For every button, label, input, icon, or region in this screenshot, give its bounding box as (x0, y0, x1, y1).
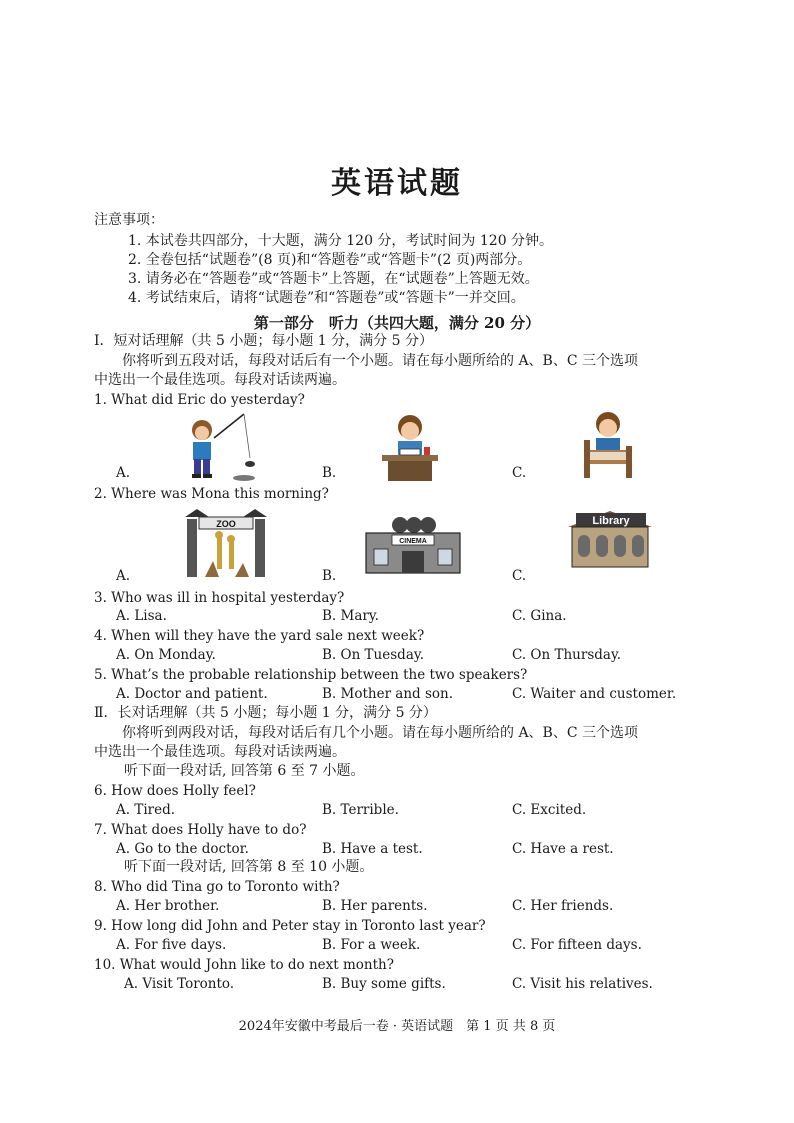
section1-instruction: 你将听到五段对话，每段对话后有一个小题。请在每小题所给的 A、B、C 三个选项 (122, 353, 639, 369)
option-c: C. Excited. (512, 802, 587, 818)
note-item: 1. 本试卷共四部分，十大题，满分 120 分，考试时间为 120 分钟。 (128, 233, 554, 249)
cinema-sign-label: CINEMA (399, 538, 427, 545)
page-title: 英语试题 (331, 166, 463, 201)
question-stem: 4. When will they have the yard sale next week? (94, 628, 425, 644)
question-stem: 9. How long did John and Peter stay in Toronto last year? (94, 918, 486, 934)
option-b: B. Have a test. (322, 841, 423, 857)
option-a: A. Doctor and patient. (116, 686, 268, 702)
option-a: A. (116, 568, 131, 584)
option-c: C. Waiter and customer. (512, 686, 677, 702)
notes-heading: 注意事项： (94, 212, 164, 228)
note-item: 2. 全卷包括“试题卷”(8 页)和“答题卷”或“答题卡”(2 页)两部分。 (128, 252, 532, 268)
library-sign-label: Library (592, 515, 630, 527)
note-item: 4. 考试结束后，请将“试题卷”和“答题卷”或“答题卡”一并交回。 (128, 290, 525, 306)
section1-instruction: 中选出一个最佳选项。每段对话读两遍。 (94, 372, 346, 388)
option-b: B. On Tuesday. (322, 647, 424, 663)
section2-instruction: 中选出一个最佳选项。每段对话读两遍。 (94, 744, 346, 760)
option-a: A. Her brother. (116, 898, 220, 914)
option-c: C. Visit his relatives. (512, 976, 653, 992)
option-c: C. Her friends. (512, 898, 614, 914)
question-stem: 6. How does Holly feel? (94, 783, 256, 799)
option-a: A. (116, 465, 131, 481)
fishing-boy-image (178, 412, 256, 484)
option-a: A. Tired. (116, 802, 176, 818)
section1-heading: Ⅰ．短对话理解（共 5 小题；每小题 1 分，满分 5 分） (94, 333, 433, 349)
option-b: B. For a week. (322, 937, 421, 953)
option-b: B. (322, 465, 337, 481)
boy-at-desk-image (378, 413, 442, 483)
option-b: B. Terrible. (322, 802, 399, 818)
dialogue-instruction: 听下面一段对话, 回答第 8 至 10 小题。 (124, 859, 374, 875)
boy-in-bed-image (580, 410, 636, 482)
zoo-image (183, 507, 269, 579)
option-a: A. Lisa. (116, 608, 167, 624)
question-stem: 1. What did Eric do yesterday? (94, 392, 305, 408)
question-stem: 3. Who was ill in hospital yesterday? (94, 590, 345, 606)
part1-title: 第一部分 听力（共四大题，满分 20 分） (253, 314, 541, 332)
question-stem: 2. Where was Mona this morning? (94, 486, 329, 502)
option-c: C. Have a rest. (512, 841, 614, 857)
option-b: B. Mary. (322, 608, 379, 624)
option-a: A. For five days. (116, 937, 227, 953)
question-stem: 7. What does Holly have to do? (94, 822, 307, 838)
option-b: B. Buy some gifts. (322, 976, 446, 992)
note-item: 3. 请务必在“答题卷”或“答题卡”上答题，在“试题卷”上答题无效。 (128, 271, 539, 287)
question-stem: 10. What would John like to do next month? (94, 957, 394, 973)
dialogue-instruction: 听下面一段对话, 回答第 6 至 7 小题。 (124, 763, 365, 779)
option-b: B. Her parents. (322, 898, 428, 914)
option-b: B. (322, 568, 337, 584)
option-c: C. On Thursday. (512, 647, 622, 663)
section2-heading: Ⅱ．长对话理解（共 5 小题；每小题 1 分，满分 5 分） (94, 705, 437, 721)
option-a: A. On Monday. (116, 647, 216, 663)
option-b: B. Mother and son. (322, 686, 454, 702)
question-stem: 8. Who did Tina go to Toronto with? (94, 879, 340, 895)
option-a: A. Go to the doctor. (116, 841, 249, 857)
option-c: C. For fifteen days. (512, 937, 642, 953)
option-c: C. Gina. (512, 608, 567, 624)
option-c: C. (512, 465, 527, 481)
option-a: A. Visit Toronto. (124, 976, 235, 992)
page-footer: 2024年安徽中考最后一卷 · 英语试题 第 1 页 共 8 页 (238, 1019, 556, 1034)
library-image (566, 509, 654, 569)
cinema-image (362, 515, 464, 575)
question-stem: 5. What’s the probable relationship between the two speakers? (94, 667, 528, 683)
zoo-sign-label: ZOO (216, 519, 236, 529)
option-c: C. (512, 568, 527, 584)
section2-instruction: 你将听到两段对话，每段对话后有几个小题。请在每小题所给的 A、B、C 三个选项 (122, 725, 639, 741)
